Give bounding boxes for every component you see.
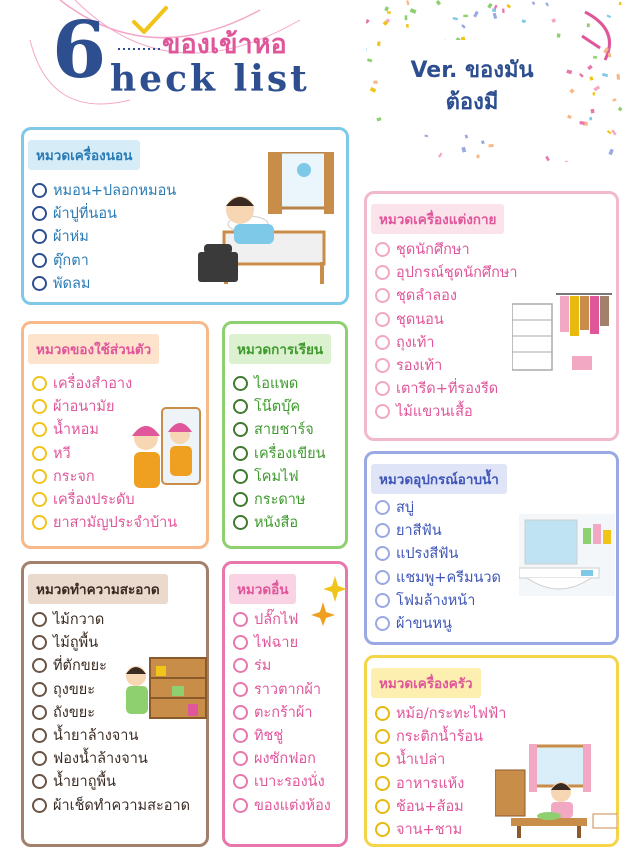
checkbox-circle[interactable] — [233, 469, 248, 484]
checklist-item-label: น้ำยาล้างจาน — [53, 728, 139, 745]
checkbox-circle[interactable] — [233, 751, 248, 766]
checklist-item-label: ไม้แขวนเสื้อ — [396, 404, 473, 421]
card-header: หมวดอุปกรณ์อาบน้ำ — [371, 464, 507, 494]
checklist-item-label: หมอน+ปลอกหมอน — [53, 183, 177, 200]
checkbox-circle[interactable] — [32, 183, 47, 198]
checklist-item-label: ไม้กวาด — [53, 612, 105, 629]
checkbox-circle[interactable] — [32, 229, 47, 244]
checkbox-circle[interactable] — [375, 776, 390, 791]
checkbox-circle[interactable] — [375, 242, 390, 257]
checkbox-circle[interactable] — [375, 404, 390, 419]
checklist-item-label: ฟองน้ำล้างจาน — [53, 751, 148, 768]
checklist-item[interactable] — [233, 488, 326, 511]
checklist-item-label: อาหารแห้ง — [396, 775, 465, 792]
checkbox-circle[interactable] — [375, 570, 390, 585]
checklist-item[interactable] — [233, 511, 326, 534]
checklist-item-label: ไม้ถูพื้น — [53, 635, 99, 652]
checkbox-circle[interactable] — [375, 523, 390, 538]
checklist-item[interactable] — [375, 377, 518, 400]
checklist-item-label: ยาสามัญประจำบ้าน — [53, 515, 178, 532]
checklist-item-label: ของแต่งห้อง — [254, 797, 331, 814]
checklist — [375, 702, 506, 841]
checklist-item-label: ช้อน+ส้อม — [396, 798, 464, 815]
checklist-item-label: เครื่องสำอาง — [53, 376, 133, 393]
checkbox-circle[interactable] — [375, 312, 390, 327]
checklist-item[interactable] — [375, 284, 518, 307]
checklist-item-label: ทิชชู่ — [254, 728, 284, 745]
checklist-item[interactable] — [32, 608, 190, 631]
checklist-item[interactable] — [375, 748, 506, 771]
checkbox-circle[interactable] — [32, 682, 47, 697]
checklist-item[interactable] — [375, 725, 506, 748]
checklist-item-label: ไฟฉาย — [254, 635, 299, 652]
checklist-item[interactable] — [32, 202, 176, 225]
checklist-item[interactable] — [32, 225, 176, 248]
card-header: หมวดเครื่องนอน — [28, 140, 140, 170]
checkbox-circle[interactable] — [375, 616, 390, 631]
checklist-item-label: ยาสีฟัน — [396, 523, 442, 540]
wardrobe-illustration-icon — [512, 286, 614, 374]
sparkle-icon — [311, 576, 347, 626]
checkbox-circle[interactable] — [32, 276, 47, 291]
card-bathroom — [364, 451, 619, 645]
checkbox-circle[interactable] — [375, 335, 390, 350]
checkbox-circle[interactable] — [375, 822, 390, 837]
checklist-item-label: ราวตากผ้า — [254, 681, 322, 698]
checklist-item[interactable] — [233, 678, 331, 701]
checklist — [375, 238, 518, 424]
checkbox-circle[interactable] — [375, 799, 390, 814]
checkbox-circle[interactable] — [233, 446, 248, 461]
checklist-item-label: ไอแพด — [254, 376, 299, 393]
checklist-item-label: กระจก — [53, 468, 95, 485]
checkbox-circle[interactable] — [375, 706, 390, 721]
checklist-item-label: ตุ๊กตา — [53, 252, 89, 269]
checklist-item-label: น้ำยาถูพื้น — [53, 774, 116, 791]
checklist-item[interactable] — [375, 772, 506, 795]
card-personal — [21, 321, 209, 549]
checklist — [375, 496, 501, 635]
checklist-item-label: กระติกน้ำร้อน — [396, 729, 484, 746]
checklist-item[interactable] — [32, 249, 176, 272]
checklist-item-label: ชุดลำลอง — [396, 288, 457, 305]
checkbox-circle[interactable] — [375, 500, 390, 515]
checkbox-circle[interactable] — [32, 469, 47, 484]
checklist-item[interactable] — [233, 442, 326, 465]
checklist-item[interactable] — [233, 654, 331, 677]
card-header: หมวดการเรียน — [229, 334, 331, 364]
checklist-item[interactable] — [375, 308, 518, 331]
checkbox-circle[interactable] — [375, 381, 390, 396]
checklist-item-label: หม้อ/กระทะไฟฟ้า — [396, 706, 507, 723]
cleaning-girl-illustration-icon — [120, 656, 208, 722]
checkbox-circle[interactable] — [233, 635, 248, 650]
checklist-item[interactable] — [375, 702, 506, 725]
bathroom-sink-illustration-icon — [519, 510, 615, 600]
checklist-item-label: ถังขยะ — [53, 704, 96, 721]
checklist-item-label: อุปกรณ์ชุดนักศึกษา — [396, 265, 518, 282]
checklist-item[interactable] — [233, 418, 326, 441]
checklist — [233, 608, 331, 817]
checklist-item-label: ผ้าห่ม — [53, 229, 89, 246]
checkbox-circle[interactable] — [233, 728, 248, 743]
checklist-item-label: กระดาษ — [254, 492, 306, 509]
checklist-item-label: สายชาร์จ — [254, 422, 314, 439]
checklist-item[interactable] — [32, 747, 190, 770]
card-header: หมวดของใช้ส่วนตัว — [28, 334, 159, 364]
checklist-item[interactable] — [375, 589, 501, 612]
checklist-item[interactable] — [233, 631, 331, 654]
checklist-item-label: น้ำหอม — [53, 422, 99, 439]
checklist-item-label: ถุงเท้า — [396, 334, 435, 351]
title-thai-heading: ของเข้าหอ — [162, 29, 287, 60]
checklist-item[interactable] — [375, 519, 501, 542]
checklist-item-label: ผงซักฟอก — [254, 751, 316, 768]
checkbox-circle[interactable] — [233, 774, 248, 789]
checklist-item-label: ปลั๊กไฟ — [254, 612, 299, 629]
checklist-item[interactable] — [32, 488, 177, 511]
checklist-item[interactable] — [32, 770, 190, 793]
title-check-list: heck list — [110, 58, 310, 100]
checklist-item[interactable] — [32, 179, 176, 202]
checklist-item-label: เครื่องเขียน — [254, 445, 326, 462]
checkbox-circle[interactable] — [233, 798, 248, 813]
checklist-item-label: หวี — [53, 445, 71, 462]
checklist-item-label: จาน+ชาม — [396, 822, 463, 839]
checklist-item[interactable] — [375, 496, 501, 519]
checkbox-circle[interactable] — [375, 729, 390, 744]
checkbox-circle[interactable] — [32, 446, 47, 461]
checklist-item[interactable] — [375, 331, 518, 354]
card-clothing — [364, 191, 619, 441]
card-header: หมวดเครื่องครัว — [371, 668, 481, 698]
checklist-item[interactable] — [375, 400, 518, 423]
checkbox-circle[interactable] — [32, 399, 47, 414]
checklist-item[interactable] — [32, 724, 190, 747]
checklist-item-label: เครื่องประดับ — [53, 492, 135, 509]
checklist-item-label: ผ้าเช็ดทำความสะอาด — [53, 797, 190, 814]
checklist-item-label: เบาะรองนั่ง — [254, 774, 325, 791]
checklist-item-label: ถุงขยะ — [53, 681, 96, 698]
checklist-item[interactable] — [32, 272, 176, 295]
checklist-item[interactable] — [32, 794, 190, 817]
checklist-item-label: น้ำเปล่า — [396, 752, 446, 769]
checklist-item-label: โฟมล้างหน้า — [396, 592, 476, 609]
checklist-item-label: ร่ม — [254, 658, 272, 675]
version-label-box — [382, 40, 562, 134]
checkbox-circle[interactable] — [32, 253, 47, 268]
checklist-item[interactable] — [233, 701, 331, 724]
checklist-item-label: ชุดนอน — [396, 311, 444, 328]
checkbox-circle[interactable] — [233, 422, 248, 437]
checklist-item-label: ผ้าขนหนู — [396, 616, 452, 633]
checkbox-circle[interactable] — [375, 288, 390, 303]
checklist-item[interactable] — [375, 542, 501, 565]
checklist-item-label: ตะกร้าผ้า — [254, 704, 313, 721]
checklist-item-label: สบู่ — [396, 500, 415, 517]
card-header: หมวดอื่น — [229, 574, 296, 604]
card-cleaning — [21, 561, 209, 847]
card-kitchen — [364, 655, 619, 847]
checkbox-circle[interactable] — [375, 358, 390, 373]
version-line-1: Ver. ของมัน — [410, 58, 534, 84]
checklist-item[interactable] — [32, 511, 177, 534]
checklist-item[interactable] — [375, 795, 506, 818]
checkbox-circle[interactable] — [233, 658, 248, 673]
card-bedding — [21, 127, 349, 305]
checkbox-circle[interactable] — [32, 635, 47, 650]
mirror-girl-illustration-icon — [122, 404, 206, 490]
checklist — [32, 179, 176, 295]
checkbox-circle[interactable] — [233, 492, 248, 507]
bed-illustration-icon — [194, 152, 334, 292]
checklist-item[interactable] — [375, 261, 518, 284]
checklist-item-label: โน๊ตบุ๊ค — [254, 399, 301, 416]
title-number: 6 — [52, 5, 107, 96]
checkbox-circle[interactable] — [233, 515, 248, 530]
checklist-item[interactable] — [233, 770, 331, 793]
checklist-item-label: ที่ตักขยะ — [53, 658, 107, 675]
dotted-line-decoration — [118, 46, 160, 52]
checkbox-circle[interactable] — [32, 492, 47, 507]
checklist-item[interactable] — [233, 372, 326, 395]
checklist-item-label: ผ้าปูที่นอน — [53, 206, 117, 223]
checkbox-circle[interactable] — [32, 515, 47, 530]
checklist-item[interactable] — [375, 566, 501, 589]
checklist-item-label: หนังสือ — [254, 515, 299, 532]
checklist-item-label: เตารีด+ที่รองรีด — [396, 381, 499, 398]
checkbox-circle[interactable] — [233, 682, 248, 697]
card-header: หมวดเครื่องแต่งกาย — [371, 204, 504, 234]
checkbox-circle[interactable] — [32, 206, 47, 221]
checklist — [233, 372, 326, 534]
checklist-item[interactable] — [32, 372, 177, 395]
checklist-item[interactable] — [32, 631, 190, 654]
checklist-item[interactable] — [233, 395, 326, 418]
checkbox-circle[interactable] — [32, 751, 47, 766]
checkbox-circle[interactable] — [32, 376, 47, 391]
checklist-item[interactable] — [233, 747, 331, 770]
checkbox-circle[interactable] — [32, 705, 47, 720]
checklist-item-label: พัดลม — [53, 275, 91, 292]
checklist-item[interactable] — [375, 818, 506, 841]
card-study — [222, 321, 348, 549]
checkbox-circle[interactable] — [375, 752, 390, 767]
kitchen-eating-illustration-icon — [495, 740, 617, 840]
checklist-item[interactable] — [233, 465, 326, 488]
checkbox-circle[interactable] — [375, 546, 390, 561]
card-other — [222, 561, 348, 847]
checkbox-circle[interactable] — [375, 265, 390, 280]
checkbox-circle[interactable] — [233, 399, 248, 414]
checkbox-circle[interactable] — [375, 593, 390, 608]
checklist-item[interactable] — [233, 794, 331, 817]
checkbox-circle[interactable] — [233, 705, 248, 720]
version-line-2: ต้องมี — [445, 90, 499, 115]
checkbox-circle[interactable] — [32, 728, 47, 743]
checklist-item[interactable] — [375, 238, 518, 261]
checkbox-circle[interactable] — [32, 774, 47, 789]
checklist-item-label: โคมไฟ — [254, 468, 299, 485]
checklist-item-label: แชมพู+ครีมนวด — [396, 569, 501, 586]
checklist-item-label: ผ้าอนามัย — [53, 399, 115, 416]
checkbox-circle[interactable] — [32, 422, 47, 437]
checkbox-circle[interactable] — [32, 612, 47, 627]
checklist-item[interactable] — [233, 724, 331, 747]
checklist-item-label: ชุดนักศึกษา — [396, 242, 470, 259]
checkbox-circle[interactable] — [233, 376, 248, 391]
checklist-item[interactable] — [375, 354, 518, 377]
checklist-item-label: แปรงสีฟัน — [396, 546, 459, 563]
checkbox-circle[interactable] — [233, 612, 248, 627]
checkbox-circle[interactable] — [32, 798, 47, 813]
checklist-item-label: รองเท้า — [396, 358, 443, 375]
checkbox-circle[interactable] — [32, 658, 47, 673]
checklist-item[interactable] — [375, 612, 501, 635]
card-header: หมวดทำความสะอาด — [28, 574, 168, 604]
